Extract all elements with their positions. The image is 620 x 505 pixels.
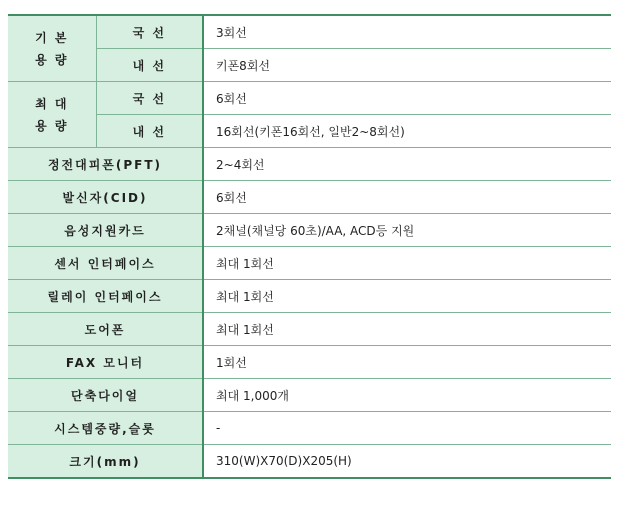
row-label: 크기(mm) [8,445,203,479]
value-cell: 최대 1회선 [203,280,611,313]
table-row [8,445,611,479]
row-label: 시스템중량,슬롯 [8,412,203,445]
value-cell: 최대 1,000개 [203,379,611,412]
value-cell: 2~4회선 [203,148,611,181]
spec-table [8,14,611,479]
table-row [8,280,611,313]
label-line: 용 량 [35,52,69,67]
row-label: 단축다이얼 [8,379,203,412]
sub-label-trunk: 국 선 [96,82,203,115]
row-label: 발신자(CID) [8,181,203,214]
table-row [8,181,611,214]
label-line: 최 대 [35,96,69,111]
row-label: 정전대피폰(PFT) [8,148,203,181]
row-label: 음성지원카드 [8,214,203,247]
sub-label-trunk: 국 선 [96,15,203,49]
label-line: 기 본 [35,30,69,45]
row-label-max-capacity [8,82,96,148]
sub-label-extension: 내 선 [96,49,203,82]
label-line: 용 량 [35,118,69,133]
value-cell: 최대 1회선 [203,313,611,346]
value-cell: 6회선 [203,181,611,214]
value-cell: 1회선 [203,346,611,379]
table-row [8,82,611,115]
table-row [8,15,611,49]
table-row [8,115,611,148]
table-row [8,214,611,247]
row-label: 센서 인터페이스 [8,247,203,280]
row-label-basic-capacity [8,15,96,82]
value-cell: 3회선 [203,15,611,49]
sub-label-extension: 내 선 [96,115,203,148]
row-label: 릴레이 인터페이스 [8,280,203,313]
table-row [8,412,611,445]
table-row [8,313,611,346]
value-cell: 최대 1회선 [203,247,611,280]
table-row [8,49,611,82]
table-row [8,346,611,379]
table-row [8,148,611,181]
value-cell: - [203,412,611,445]
value-cell: 16회선(키폰16회선, 일반2~8회선) [203,115,611,148]
value-cell: 6회선 [203,82,611,115]
row-label: FAX 모니터 [8,346,203,379]
value-cell: 2채널(채널당 60초)/AA, ACD등 지원 [203,214,611,247]
value-cell: 310(W)X70(D)X205(H) [203,445,611,479]
row-label: 도어폰 [8,313,203,346]
table-row [8,247,611,280]
value-cell: 키폰8회선 [203,49,611,82]
table-row [8,379,611,412]
